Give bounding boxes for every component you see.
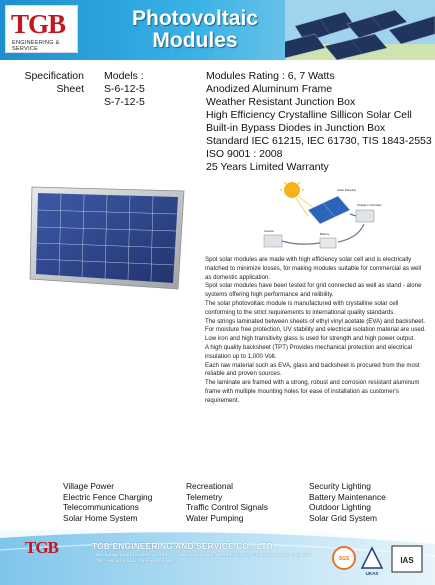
logo-subtitle: ENGINEERING & SERVICE — [12, 40, 60, 52]
models-block — [104, 70, 145, 109]
feature-item: ISO 9001 : 2008 — [206, 148, 283, 160]
description-paragraph: A high quality backsheet (TPT) Provides mechanical protection and electrical insulation up to 1,000 Volt. — [205, 343, 412, 360]
description-paragraph: Spot solar modules have been tested for grid connected as well as stand - alone systems offering high performance and relibility. — [205, 282, 422, 299]
feature-item: Anodized Aluminum Frame — [206, 83, 333, 95]
page-title — [95, 8, 295, 52]
inverter-icon — [264, 235, 282, 247]
application-item: Village Power — [63, 481, 115, 491]
feature-item: Built-in Bypass Diodes in Junction Box — [206, 122, 386, 134]
feature-item: Modules Rating : 6, 7 Watts — [206, 70, 335, 82]
spec-sheet-label — [20, 70, 84, 96]
applications-column-3 — [309, 481, 386, 524]
logo-text: TGB — [11, 9, 66, 39]
footer-logo-text: TGB — [25, 538, 58, 557]
feature-item: Weather Resistant Junction Box — [206, 96, 356, 108]
description-paragraph: The solar photovoltaic module is manufactured with crystalline solar cell conforming to the strict requirements to international quality standards. — [205, 299, 399, 316]
diagram-label-solar: Solar Panel(s) — [337, 188, 357, 192]
company-name: TGB ENGINEERING AND SERVICE CO., LTD — [92, 541, 273, 551]
diagram-label-battery: Battery — [320, 232, 330, 236]
application-item: Telecommunications — [63, 502, 139, 513]
model-item: S-6-12-5 — [104, 83, 145, 95]
feature-item: High Efficiency Crystalline Sillicon Solar Cell — [206, 109, 412, 121]
application-item: Solar Home System — [63, 513, 138, 524]
model-item: S-7-12-5 — [104, 96, 145, 108]
diagram-label-inverter: Inverter — [264, 229, 275, 233]
features-list — [206, 70, 432, 174]
description-paragraph: The laminate are framed with a strong, robust and corrosion resistant aluminum frame with multiple mounting holes for ease of installation as customer's requirement. — [205, 379, 420, 404]
address-line-2: TEL. +66(0)53 005 211 , FAX. +66(0)53 005 211 — [96, 558, 180, 564]
application-item: Traffic Control Signals — [186, 502, 268, 513]
application-item: Telemetry — [186, 491, 223, 502]
title-line-2: Modules — [152, 29, 238, 52]
applications-column-1 — [63, 481, 152, 524]
sun-icon — [284, 182, 300, 198]
header-banner — [0, 0, 435, 60]
company-logo — [5, 5, 78, 53]
application-item: Security Lighting — [309, 481, 371, 491]
application-item: Battery Maintenance — [309, 491, 386, 502]
application-item: Electric Fence Charging — [63, 491, 153, 502]
feature-item: Standard IEC 61215, IEC 61730, TIS 1843-2553 — [206, 135, 432, 147]
product-description — [205, 256, 427, 406]
description-paragraph: The strings laminated between sheets of ethyl vinyl acetate (EVA) and backsheet. — [205, 317, 426, 325]
application-item: Water Pumping — [186, 513, 244, 524]
solar-field-photo — [285, 0, 435, 60]
diagram-label-charger: Charger Controller — [357, 203, 382, 207]
description-paragraph: Each raw material such as EVA, glass and backsheet is procured from the most reliable and proven sources. — [205, 361, 420, 378]
ukas-crown-icon — [362, 548, 382, 568]
charger-icon — [356, 210, 374, 222]
applications-column-2 — [186, 481, 268, 524]
spec-label-line-2: Sheet — [56, 83, 84, 95]
title-line-1: Photovoltaic — [131, 7, 258, 30]
application-item: Recreational — [186, 481, 234, 491]
cert-label-ias: IAS — [400, 556, 414, 565]
solar-system-diagram — [258, 180, 390, 252]
battery-icon — [320, 238, 336, 248]
description-paragraph: Spot solar modules are made with high efficiency solar cell and is electrically matched to minimize losses, for making modules suitable for commercial as well as domestic application. — [205, 256, 422, 281]
application-item: Solar Grid System — [309, 513, 377, 524]
address-line-1: 56/5 M.5 NATIONAL HOUSING AUTHORITY TAMBON NONG HOI, AMPHOE MUEANG, CHIANG MAI 50000, THAILAND — [96, 552, 311, 557]
spec-label-line-1: Specification — [24, 70, 84, 82]
footer-logo — [25, 538, 65, 572]
application-item: Outdoor Lighting — [309, 502, 371, 513]
description-paragraph: For moisture free protection, UV stability and electrical isolation material are used. Low iron and high transitivity glass is used for strength and high power output. — [205, 326, 426, 343]
feature-item: 25 Years Limited Warranty — [206, 161, 329, 173]
cert-label-ukas: UKAS — [365, 571, 379, 576]
solar-panel-product-image — [28, 185, 186, 291]
cert-label-sgs: SGS — [338, 556, 350, 562]
models-label: Models : — [104, 70, 144, 82]
certification-logos — [330, 540, 430, 580]
company-address — [96, 552, 311, 564]
